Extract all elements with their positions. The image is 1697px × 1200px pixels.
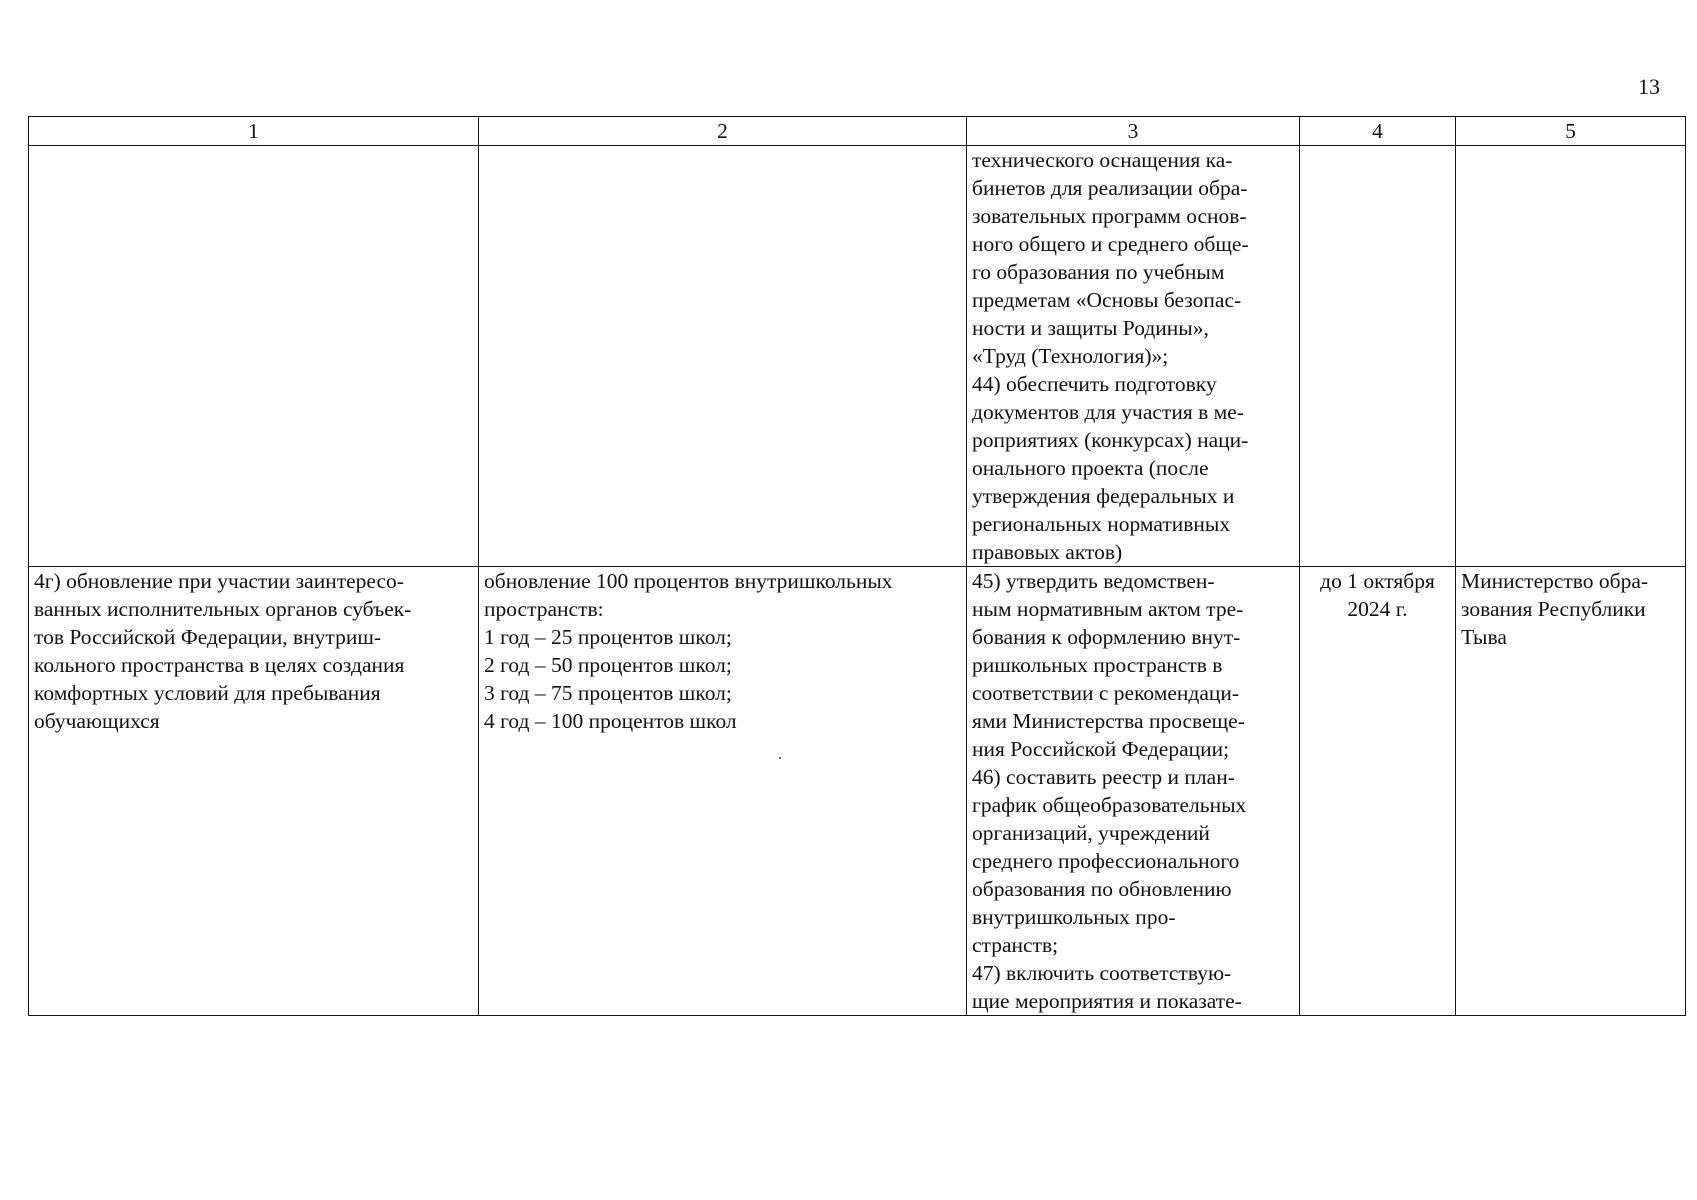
table-header-row xyxy=(29,117,1686,146)
table-row xyxy=(29,567,1686,1016)
header-col-1: 1 xyxy=(29,117,479,146)
cell-actions: 45) утвердить ведомствен- ным нормативным актом тре- бования к оформлению внут- ришкольных пространств в соответствии с рекомендаци- ями Министерства просвеще- ния Российской Федерации; 46) составить реестр и план- график общеобразовательных организаций, учреждений среднего профессионального образования по обновлению внутришкольных про- странств; 47) включить соответствую- щие мероприятия и показате- xyxy=(967,567,1300,1016)
page-number: 13 xyxy=(1638,74,1660,99)
scan-speck xyxy=(779,757,781,759)
cell-deadline: до 1 октября 2024 г. xyxy=(1300,567,1456,1016)
cell-result: обновление 100 процентов внутришкольных пространств: 1 год – 25 процентов школ; 2 год – 50 процентов школ; 3 год – 75 процентов школ; 4 год – 100 процентов школ xyxy=(479,567,967,1016)
cell-task xyxy=(29,146,479,567)
header-col-4: 4 xyxy=(1300,117,1456,146)
plan-table xyxy=(28,116,1686,1016)
header-col-5: 5 xyxy=(1456,117,1686,146)
cell-responsible: Министерство обра- зования Республики Тыва xyxy=(1456,567,1686,1016)
cell-actions: технического оснащения ка- бинетов для реализации обра- зовательных программ основ- ного общего и среднего обще- го образования по учебным предметам «Основы безопас- ности и защиты Родины», «Труд (Технология)»; 44) обеспечить подготовку документов для участия в ме- роприятиях (конкурсах) наци- онального проекта (после утверждения федеральных и региональных нормативных правовых актов) xyxy=(967,146,1300,567)
cell-task: 4г) обновление при участии заинтересо- ванных исполнительных органов субъек- тов Российской Федерации, внутриш- кольного пространства в целях создания комфортных условий для пребывания обучающихся xyxy=(29,567,479,1016)
table-row xyxy=(29,146,1686,567)
header-col-2: 2 xyxy=(479,117,967,146)
cell-result xyxy=(479,146,967,567)
cell-deadline xyxy=(1300,146,1456,567)
header-col-3: 3 xyxy=(967,117,1300,146)
cell-responsible xyxy=(1456,146,1686,567)
